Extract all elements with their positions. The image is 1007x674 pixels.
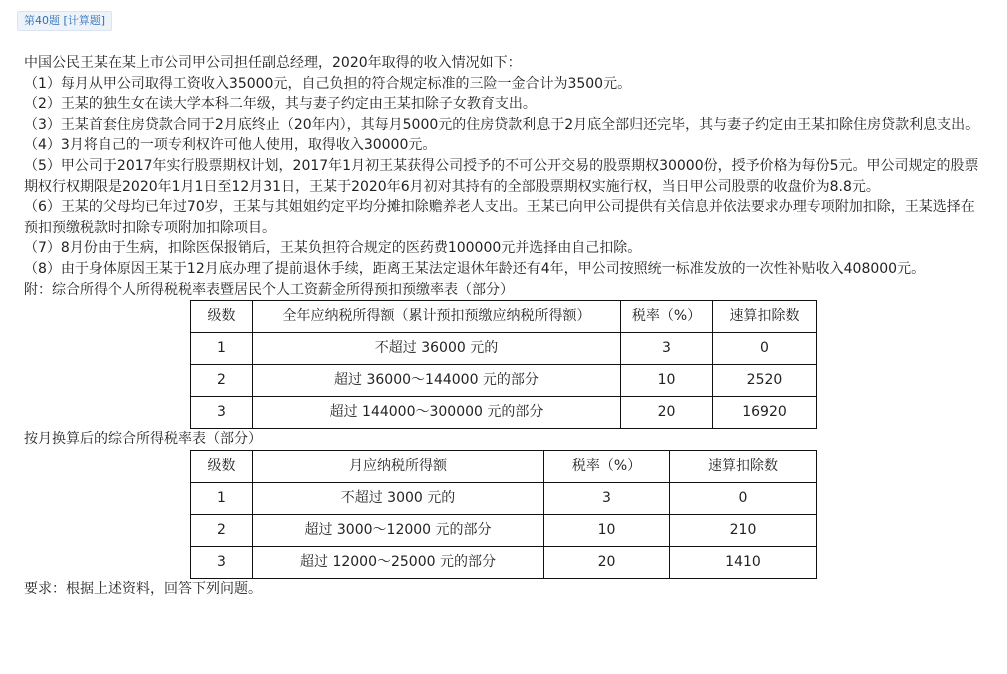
cell-level: 2	[191, 365, 253, 397]
item-6-paragraph: （6）王某的父母均已年过70岁，王某与其姐姐约定平均分摊扣除赡养老人支出。王某已向甲公司提供有关信息并依法要求办理专项附加扣除，王某选择在预扣预缴税款时扣除专项附加扣除项目。	[24, 199, 975, 236]
table-row	[191, 365, 817, 397]
table-row	[191, 546, 817, 578]
col-rate-header: 税率（%）	[544, 450, 670, 482]
table2-caption: 按月换算后的综合所得税率表（部分）	[24, 431, 262, 448]
monthly-tax-rate-table	[190, 450, 817, 579]
table1-caption: 附：综合所得个人所得税税率表暨居民个人工资薪金所得预扣预缴率表（部分）	[24, 281, 514, 298]
cell-income: 超过 144000～300000 元的部分	[253, 397, 621, 429]
cell-rate: 10	[621, 365, 713, 397]
cell-deduction: 0	[713, 333, 817, 365]
item-2-paragraph: （2）王某的独生女在读大学本科二年级，其与妻子约定由王某扣除子女教育支出。	[24, 96, 537, 113]
table-row	[191, 482, 817, 514]
col-income-header: 月应纳税所得额	[253, 450, 544, 482]
cell-level: 1	[191, 482, 253, 514]
cell-income: 超过 36000～144000 元的部分	[253, 365, 621, 397]
cell-rate: 3	[621, 333, 713, 365]
item-3-paragraph: （3）王某首套住房贷款合同于2月底终止（20年内），其每月5000元的住房贷款利息于2月底全部归还完毕，其与妻子约定由王某扣除住房贷款利息支出。	[24, 116, 980, 133]
intro-paragraph: 中国公民王某在某上市公司甲公司担任副总经理，2020年取得的收入情况如下：	[24, 55, 522, 71]
table-row	[191, 333, 817, 365]
cell-rate: 20	[621, 397, 713, 429]
item-7-paragraph: （7）8月份由于生病，扣除医保报销后，王某负担符合规定的医药费100000元并选择由自己扣除。	[24, 240, 642, 257]
col-deduction-header: 速算扣除数	[713, 301, 817, 333]
question-body	[24, 53, 984, 599]
col-income-header: 全年应纳税所得额（累计预扣预缴应纳税所得额）	[253, 301, 621, 333]
cell-deduction: 1410	[670, 546, 817, 578]
table-row	[191, 514, 817, 546]
cell-income: 不超过 3000 元的	[253, 482, 544, 514]
col-deduction-header: 速算扣除数	[670, 450, 817, 482]
cell-level: 1	[191, 333, 253, 365]
cell-rate: 10	[544, 514, 670, 546]
item-1-paragraph: （1）每月从甲公司取得工资收入35000元，自己负担的符合规定标准的三险一金合计为3500元。	[24, 75, 632, 92]
cell-deduction: 2520	[713, 365, 817, 397]
cell-rate: 20	[544, 546, 670, 578]
requirement-text: 要求：根据上述资料，回答下列问题。	[24, 580, 262, 597]
item-5-paragraph: （5）甲公司于2017年实行股票期权计划，2017年1月初王某获得公司授予的不可公开交易的股票期权30000份，授予价格为每份5元。甲公司规定的股票期权行权期限是2020年1月1日至12月31日，王某于2020年6月初对其持有的全部股票期权实施行权，当日甲公司股票的收盘价为8.8元。	[24, 157, 979, 195]
cell-income: 不超过 36000 元的	[253, 333, 621, 365]
cell-level: 2	[191, 514, 253, 546]
cell-deduction: 210	[670, 514, 817, 546]
item-4-paragraph: （4）3月将自己的一项专利权许可他人使用，取得收入30000元。	[24, 137, 437, 154]
cell-deduction: 16920	[713, 397, 817, 429]
annual-tax-rate-table	[190, 300, 817, 429]
cell-deduction: 0	[670, 482, 817, 514]
table-header-row	[191, 450, 817, 482]
cell-level: 3	[191, 546, 253, 578]
item-8-paragraph: （8）由于身体原因王某于12月底办理了提前退休手续，距离王某法定退休年龄还有4年，甲公司按照统一标准发放的一次性补贴收入408000元。	[24, 260, 926, 277]
cell-income: 超过 3000～12000 元的部分	[253, 514, 544, 546]
table-row	[191, 397, 817, 429]
col-level-header: 级数	[191, 450, 253, 482]
cell-level: 3	[191, 397, 253, 429]
table-header-row	[191, 301, 817, 333]
cell-income: 超过 12000～25000 元的部分	[253, 546, 544, 578]
question-number-tag: 第40题 [计算题]	[17, 11, 112, 31]
cell-rate: 3	[544, 482, 670, 514]
col-rate-header: 税率（%）	[621, 301, 713, 333]
col-level-header: 级数	[191, 301, 253, 333]
